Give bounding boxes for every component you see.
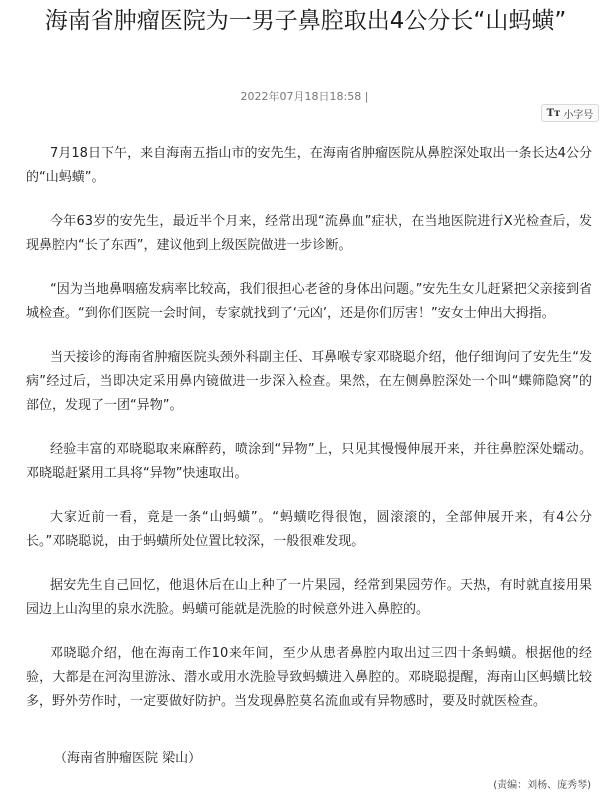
article-title: 海南省肿瘤医院为一男子鼻腔取出4公分长“山蚂蟥”: [44, 8, 567, 34]
font-size-toggle-button[interactable]: [541, 104, 599, 122]
article-paragraph: “因为当地鼻咽癌发病率比较高，我们很担心老爸的身体出问题。”安先生女儿赶紧把父亲接到省城检查。“到你们医院一会时间，专家就找到了‘元凶’，还是你们厉害！”安女士伸出大拇指。: [26, 282, 592, 321]
publish-datetime: 2022年07月18日18:58 |: [240, 90, 369, 103]
article-paragraph: 7月18日下午，来自海南五指山市的安先生，在海南省肿瘤医院从鼻腔深处取出一条长达4公分的“山蚂蟥”。: [26, 146, 592, 185]
article-source: （海南省肿瘤医院 梁山）: [54, 751, 202, 766]
article-paragraph: 当天接诊的海南省肿瘤医院头颈外科副主任、耳鼻喉专家邓晓聪介绍，他仔细询问了安先生“发病”经过后，当即决定采用鼻内镜做进一步深入检查。果然，在左侧鼻腔深处一个叫“蝶筛隐窝”的部位，发现了一团“异物”。: [26, 350, 592, 413]
article-paragraph: 大家近前一看，竟是一条“山蚂蟥”。“蚂蟥吃得很饱，圆滚滚的，全部伸展开来，有4公分长。”邓晓聪说，由于蚂蟥所处位置比较深，一般很难发现。: [26, 510, 592, 549]
article-paragraph: 邓晓聪介绍，他在海南工作10来年间，至少从患者鼻腔内取出过三四十条蚂蟥。根据他的经验，大都是在河沟里游泳、潜水或用水洗脸导致蚂蟥进入鼻腔的。邓晓聪提醒，海南山区蚂蟥比较多，野外劳作时，一定要做好防护。当发现鼻腔莫名流血或有异物感时，要及时就医检查。: [26, 646, 592, 709]
editor-credit: (责编：刘杨、庞秀琴): [493, 780, 591, 791]
article-body: [26, 142, 592, 734]
article-paragraph: 今年63岁的安先生，最近半个月来，经常出现“流鼻血”症状，在当地医院进行X光检查后，发现鼻腔内“长了东西”，建议他到上级医院做进一步诊断。: [26, 214, 592, 253]
font-size-toggle-label: 小字号: [563, 109, 594, 121]
article-paragraph: 经验丰富的邓晓聪取来麻醉药，喷涂到“异物”上，只见其慢慢伸展开来，并往鼻腔深处蠕动。邓晓聪赶紧用工具将“异物”快速取出。: [26, 442, 592, 481]
article-paragraph: 据安先生自己回忆，他退休后在山上种了一片果园，经常到果园劳作。天热，有时就直接用果园边上山沟里的泉水洗脸。蚂蟥可能就是洗脸的时候意外进入鼻腔的。: [26, 578, 592, 617]
font-size-icon: Tт: [546, 107, 561, 119]
